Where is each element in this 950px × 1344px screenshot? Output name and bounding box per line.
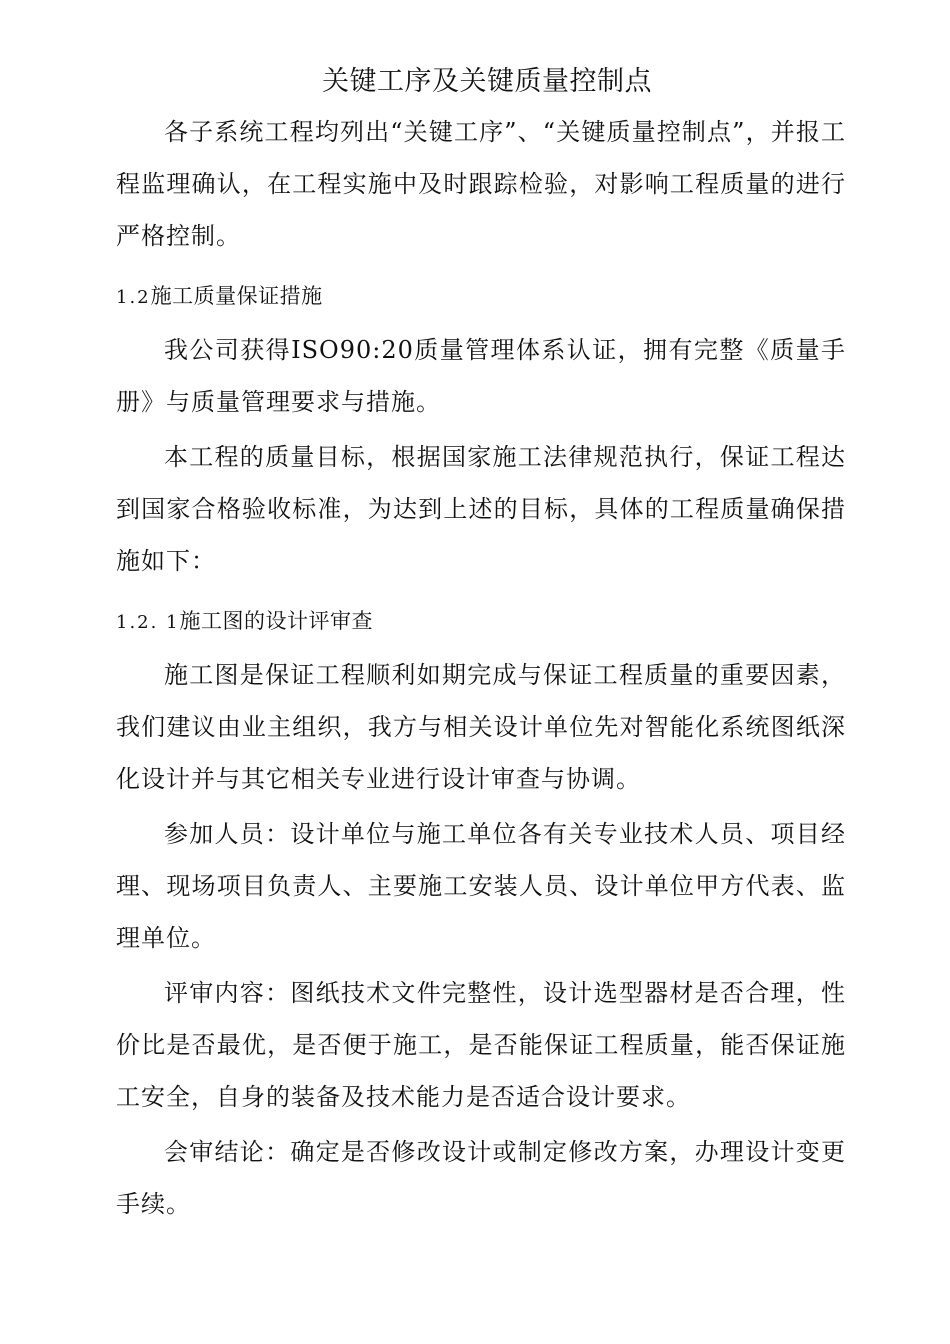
section-heading-text: 施工质量保证措施: [150, 283, 323, 308]
page-title: 关键工序及关键质量控制点: [322, 66, 652, 97]
paragraph-review-content: 评审内容：图纸技术文件完整性，设计选型器材是否合理，性价比是否最优，是否便于施工，是否能保证工程质量，能否保证施工安全，自身的装备及技术能力是否适合设计要求。: [116, 978, 846, 1111]
paragraph-iso-certification: 我公司获得ISO90:20质量管理体系认证，拥有完整《质量手册》与质量管理要求与措施。: [116, 335, 846, 416]
paragraph-review-conclusion: 会审结论：确定是否修改设计或制定修改方案，办理设计变更手续。: [116, 1137, 846, 1218]
section-heading-design-review: [116, 595, 846, 649]
spacer: [116, 262, 846, 270]
spacer: [116, 587, 846, 595]
paragraph-quality-target: 本工程的质量目标，根据国家施工法律规范执行，保证工程达到国家合格验收标准，为达到上述的目标，具体的工程质量确保措施如下：: [116, 442, 846, 575]
section-heading-text: 施工图的设计评审查: [179, 608, 374, 633]
section-number: 1.2. 1: [116, 611, 180, 633]
paragraph-construction-drawings: 施工图是保证工程顺利如期完成与保证工程质量的重要因素，我们建议由业主组织，我方与相关设计单位先对智能化系统图纸深化设计并与其它相关专业进行设计审查与协调。: [116, 660, 846, 793]
section-number: 1.2: [116, 286, 151, 308]
paragraph-key-processes: 各子系统工程均列出“关键工序”、“关键质量控制点”，并报工程监理确认，在工程实施中及时跟踪检验，对影响工程质量的进行严格控制。: [116, 117, 846, 250]
section-heading-quality-assurance: [116, 270, 846, 324]
paragraph-participants: 参加人员：设计单位与施工单位各有关专业技术人员、项目经理、现场项目负责人、主要施工安装人员、设计单位甲方代表、监理单位。: [116, 819, 846, 952]
